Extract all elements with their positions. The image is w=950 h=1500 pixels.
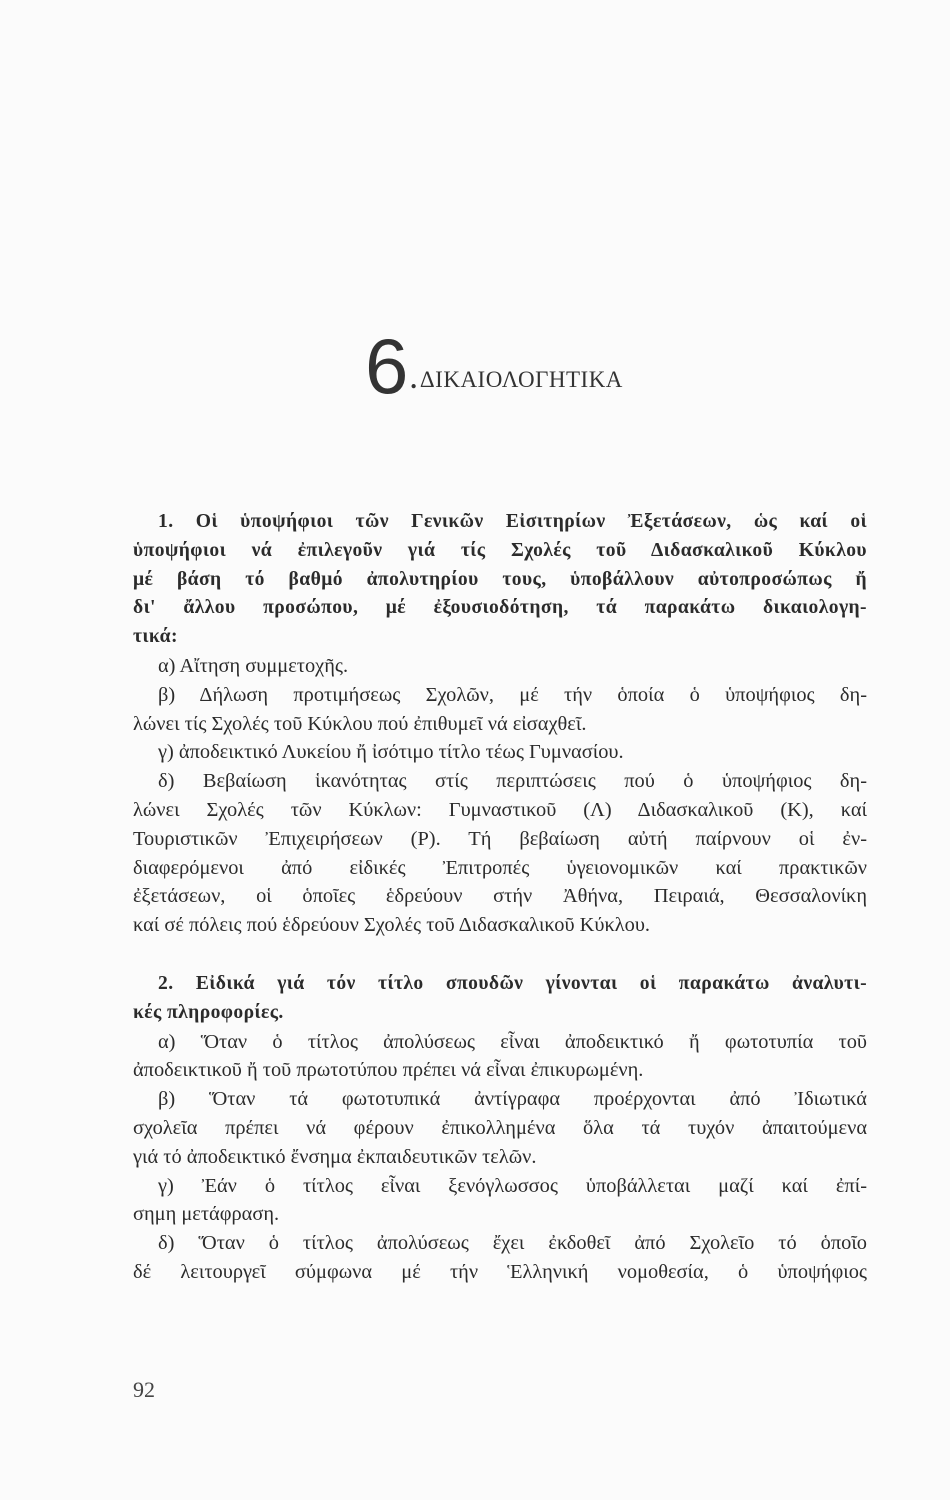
section2-item-line: β) Ὅταν τά φωτοτυπικά ἀντίγραφα προέρχονται ἀπό Ἰδιωτικά [158,1088,867,1111]
section1-heading-line: 1. Οἱ ὑποψήφιοι τῶν Γενικῶν Εἰσιτηρίων Ἐξετάσεων, ὡς καί οἱ [158,511,867,532]
section1-item-line: Τουριστικῶν Ἐπιχειρήσεων (Ρ). Τή βεβαίωση αὐτή παίρνουν οἱ ἐν- [133,827,867,850]
body-text [133,508,867,1287]
section2-item-line: δ) Ὅταν ὁ τίτλος ἀπολύσεως ἔχει ἐκδοθεῖ ἀπό Σχολεῖο τό ὁποῖο [158,1232,867,1255]
section-gap [133,940,867,970]
section2-heading-line: κές πληροφορίες. [133,1001,284,1023]
chapter-heading [365,322,623,410]
page-number: 92 [133,1377,155,1402]
section2-item-line: σημη μετάφραση. [133,1203,280,1226]
section2-item-line: γ) Ἐάν ὁ τίτλος εἶναι ξενόγλωσσος ὑποβάλλεται μαζί καί ἐπί- [158,1174,867,1197]
section2-item-line: α) Ὅταν ὁ τίτλος ἀπολύσεως εἶναι ἀποδεικτικό ἤ φωτοτυπία τοῦ [158,1030,867,1053]
section2-item-line: σχολεῖα πρέπει νά φέρουν ἐπικολλημένα ὅλα τά τυχόν ἀπαιτούμενα [133,1116,867,1139]
section1-item-line: καί σέ πόλεις πού ἑδρεύουν Σχολές τοῦ Διδασκαλικοῦ Κύκλου. [133,914,651,937]
section1-heading-line: δι' ἄλλου προσώπου, μέ ἐξουσιοδότηση, τά παρακάτω δικαιολογη- [133,597,867,619]
section1-item-line: α) Αἴτηση συμμετοχῆς. [158,654,349,677]
chapter-title: ΔΙΚΑΙΟΛΟΓΗΤΙΚΑ [419,367,623,392]
section1-item-line: λώνει τίς Σχολές τοῦ Κύκλου πού ἐπιθυμεῖ νά εἰσαχθεῖ. [133,712,587,735]
section1-item-line: γ) ἀποδεικτικό Λυκείου ἤ ἰσότιμο τίτλο τέως Γυμνασίου. [158,741,624,764]
section2-item-line: ἀποδεικτικοῦ ἤ τοῦ πρωτοτύπου πρέπει νά εἶναι ἐπικυρωμένη. [133,1059,644,1082]
section1-heading-line: ὑποψήφιοι νά ἐπιλεγοῦν γιά τίς Σχολές τοῦ Διδασκαλικοῦ Κύκλου [133,539,867,561]
section2-heading-line: 2. Εἰδικά γιά τόν τίτλο σπουδῶν γίνονται οἱ παρακάτω ἀναλυτι- [158,972,867,994]
chapter-number: 6 [365,322,407,410]
section2-item-line: γιά τό ἀποδεικτικό ἔνσημα ἐκπαιδευτικῶν τελῶν. [133,1145,537,1168]
section1-heading-line: τικά: [133,626,178,648]
chapter-separator: . [410,365,417,394]
section1-item-line: ἐξετάσεων, οἱ ὁποῖες ἑδρεύουν στήν Ἀθήνα, Πειραιά, Θεσσαλονίκη [133,885,867,908]
section1-item-line: δ) Βεβαίωση ἱκανότητας στίς περιπτώσεις πού ὁ ὑποψήφιος δη- [158,770,867,793]
section2-item-line: δέ λειτουργεῖ σύμφωνα μέ τήν Ἑλληνική νομοθεσία, ὁ ὑποψήφιος [133,1260,867,1283]
section1-item-line: λώνει Σχολές τῶν Κύκλων: Γυμναστικοῦ (Λ) Διδασκαλικοῦ (Κ), καί [133,798,867,821]
section1-item-line: β) Δήλωση προτιμήσεως Σχολῶν, μέ τήν ὁποία ὁ ὑποψήφιος δη- [158,683,867,706]
section1-heading-line: μέ βάση τό βαθμό ἀπολυτηρίου τους, ὑποβάλλουν αὐτοπροσώπως ἤ [133,568,867,590]
section1-item-line: διαφερόμενοι ἀπό εἰδικές Ἐπιτροπές ὑγειονομικῶν καί πρακτικῶν [133,856,867,879]
